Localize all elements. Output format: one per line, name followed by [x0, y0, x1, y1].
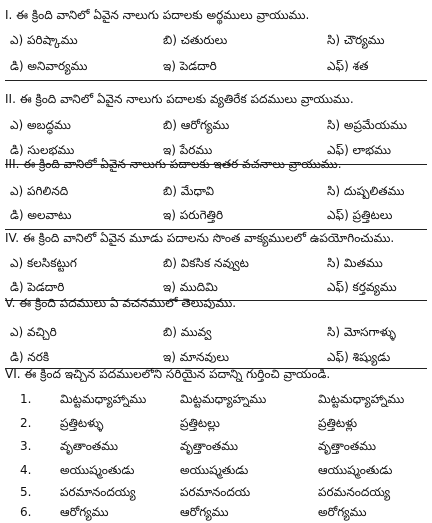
option-a: ఎ) కలసికట్టుగ [10, 256, 77, 270]
option-a: ఎ) పగిలినది [10, 184, 69, 198]
option-c: సి) అప్రమేయము [327, 118, 408, 132]
option-row [0, 208, 432, 226]
option-row [0, 33, 432, 51]
choice-row [0, 416, 432, 434]
choice-2: ఆరోగ్యము [180, 505, 229, 519]
choice-2: మిట్టమధ్యాహ్నము [180, 392, 267, 406]
option-row [0, 184, 432, 202]
question-heading-2: II. ఈ క్రింది వానిలో ఏవైన నాలుగు పదాలకు వ్యతిరేక పదములు వ్రాయుము. [5, 92, 354, 106]
option-e: ఇ) పేరము [163, 143, 213, 157]
option-c: సి) మితము [327, 256, 383, 270]
divider [5, 80, 427, 81]
question-heading-1: I. ఈ క్రింది వానిలో ఏవైన నాలుగు పదాలకు అర్థములు వ్రాయుము. [5, 8, 310, 22]
choice-3: ప్రత్తిటళ్లు [318, 416, 358, 430]
choice-1: అయుష్మంతుడు [60, 463, 135, 477]
choice-1: వృతాంతము [60, 439, 119, 453]
item-number: 3. [20, 439, 32, 453]
choice-2: పరమానందయ [180, 485, 251, 499]
choice-row [0, 505, 432, 523]
option-d: డి) సులభము [10, 143, 75, 157]
option-a: ఎ) వచ్చిరి [10, 325, 57, 339]
option-e: ఇ) పెడదారి [163, 59, 217, 73]
option-c: సి) చౌర్యము [327, 33, 385, 47]
choice-1: పరమానందయ్య [60, 485, 136, 499]
question-heading-3: III. ఈ క్రింది వానిలో ఏవైన నాలుగు పదాలకు ఇతర వచనాలు వ్రాయుము. [5, 157, 342, 171]
option-f: ఎఫ్) లాభము [327, 143, 391, 157]
choice-row [0, 463, 432, 481]
question-heading-6: VI. ఈ క్రింద ఇచ్చిన పదములలోని సరియైన పదాన్ని గుర్తించి వ్రాయండి. [5, 367, 331, 381]
choice-row [0, 485, 432, 503]
option-e: ఇ) ముదిమి [163, 280, 218, 294]
option-f: ఎఫ్) శత [327, 59, 369, 73]
choice-3: వృత్తాంతము [318, 439, 377, 453]
option-a: ఎ) అబద్ధము [10, 118, 71, 132]
choice-2: అయుష్మతుడు [180, 463, 249, 477]
option-row [0, 350, 432, 368]
option-a: ఎ) పరిష్కాము [10, 33, 78, 47]
option-e: ఇ) మానవులు [163, 350, 230, 364]
choice-2: ప్రత్తిటల్లు [180, 416, 220, 430]
choice-1: ప్రత్తిటళ్ళు [60, 416, 104, 430]
choice-2: వృత్తాంతము [180, 439, 239, 453]
item-number: 1. [20, 392, 32, 406]
option-d: డి) అలవాటు [10, 208, 72, 222]
option-row [0, 256, 432, 274]
option-f: ఎఫ్) ప్రత్తిటలు [327, 208, 393, 222]
option-b: బి) మేధావి [163, 184, 215, 198]
option-row [0, 59, 432, 77]
item-number: 5. [20, 485, 32, 499]
option-c: సి) మోసగాళ్ళు [327, 325, 396, 339]
item-number: 2. [20, 416, 32, 430]
choice-row [0, 439, 432, 457]
option-b: బి) చతురులు [163, 33, 228, 47]
item-number: 6. [20, 505, 32, 519]
choice-row [0, 392, 432, 410]
option-f: ఎఫ్) శిష్యుడు [327, 350, 391, 364]
choice-1: ఆరోగ్యము [60, 505, 109, 519]
option-b: బి) మువ్వ [163, 325, 212, 339]
question-heading-5: V. ఈ క్రింది పదములు ఏ వచనములో తెలుపుము. [5, 296, 237, 310]
option-d: డి) నరకి [10, 350, 50, 364]
choice-3: ఆయుష్మంతుడు [318, 463, 393, 477]
question-heading-4: IV. ఈ క్రింది వానిలో ఏవైన మూడు పదాలను సొంత వాక్యములలో ఉపయోగించుము. [5, 231, 395, 245]
option-d: డి) అనివార్యము [10, 59, 88, 73]
item-number: 4. [20, 463, 32, 477]
option-row [0, 325, 432, 343]
option-d: డి) పెడదారి [10, 280, 65, 294]
option-row [0, 118, 432, 136]
choice-1: మిట్టమధ్యాహ్నాము [60, 392, 147, 406]
option-e: ఇ) పరుగెత్తిరి [163, 208, 224, 222]
choice-3: మిట్టమధ్యాహ్నాము [318, 392, 405, 406]
option-b: బి) ఆరోగ్యము [163, 118, 230, 132]
option-f: ఎఫ్) కర్తవ్యము [327, 280, 397, 294]
divider [5, 229, 427, 230]
option-c: సి) దుష్పలితము [327, 184, 405, 198]
option-b: బి) వికసిక నవ్వుట [163, 256, 249, 270]
choice-3: అరోగ్యము [318, 505, 367, 519]
choice-3: పరమనందయ్య [318, 485, 391, 499]
